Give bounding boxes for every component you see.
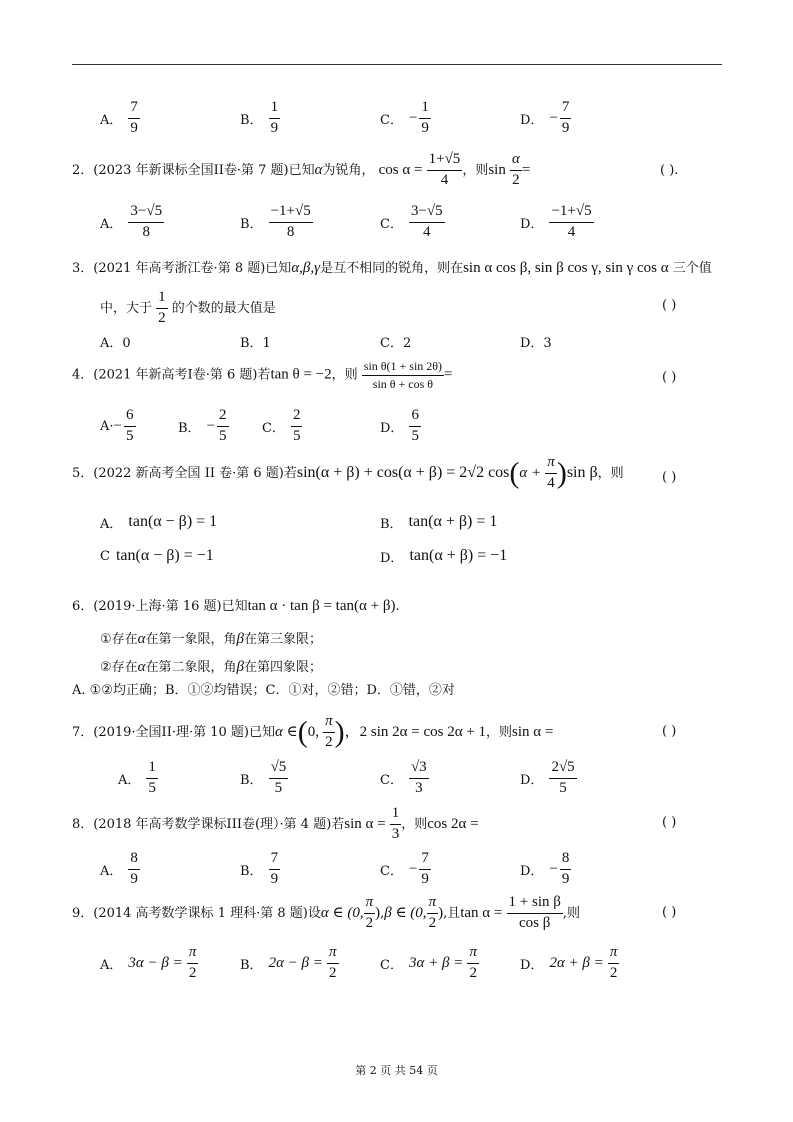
q7-stem: 7．(2019·全国II·理·第 10 题)已知α ∈(0, $\frac{\pi}{2}$ )，2 sin 2α = cos 2α + 1，则sin α = [72,713,554,750]
q5-option-d: D． tan(α + β) = −1 [380,547,508,566]
q5-stem: 5．(2022 新高考全国 II 卷·第 6 题)若sin(α + β) + cos(α + β) = 2√2 cos(α + $\frac{\pi}{4}$ )sin β，则 [72,454,624,491]
q1-option-d: D． − $\frac{7}{9}$ [520,99,570,136]
q4-option-a: A·− $\frac{6}{5}$ [100,407,134,444]
q2-option-b: B． $\frac{-1+√5}{8}$ [240,203,311,240]
q2-option-a: A． $\frac{3-√5}{8}$ [100,203,163,240]
q9-option-b: B． 2α − β = $\frac{\pi}{2}$ [240,944,337,981]
q8-stem: 8．(2018 年高考数学课标III卷(理）·第 4 题)若sin α = $\frac{1}{3}$ ，则cos 2α = [72,805,479,842]
q1-option-c: C． − $\frac{1}{9}$ [380,99,429,136]
q7-option-a: A． $\frac{1}{5}$ [118,759,156,796]
q7-answer-paren: ( ) [662,724,677,739]
q9-answer-paren: ( ) [662,905,677,920]
q3-option-d: D．3 [520,336,552,351]
q2-option-c: C． $\frac{3-√5}{4}$ [380,203,443,240]
q6-statement-1: ①存在α在第一象限，角β在第三象限； [100,631,323,647]
q9-option-c: C． 3α + β = $\frac{\pi}{2}$ [380,944,477,981]
q6-statement-2: ②存在α在第二象限，角β在第四象限； [100,659,323,675]
q4-answer-paren: ( ) [662,370,677,385]
q9-option-d: D． 2α + β = $\frac{\pi}{2}$ [520,944,618,981]
q3-stem-line1: 3．(2021 年高考浙江卷·第 8 题)已知α,β,γ是互不相同的锐角，则在sin α cos β, sin β cos γ, sin γ cos α 三个值 [72,260,712,276]
q8-option-b: B． $\frac{7}{9}$ [240,850,279,887]
q6-options: A. ①②均正确；B．①②均错误；C．①对，②错；D．①错，②对 [72,683,455,698]
q6-stem: 6．(2019·上海·第 16 题)已知tan α · tan β = tan(α + β). [72,598,400,614]
q8-option-d: D． − $\frac{8}{9}$ [520,850,570,887]
q7-option-c: C． $\frac{√3}{3}$ [380,759,427,796]
q4-option-c: C． $\frac{2}{5}$ [262,407,301,444]
q8-option-a: A． $\frac{8}{9}$ [100,850,138,887]
q5-option-c: C tan(α − β) = −1 [100,547,214,564]
q3-answer-paren: ( ) [662,298,677,313]
q2-answer-paren: ( ). [660,163,679,178]
page-footer: 第 2 页 共 54 页 [355,1064,438,1077]
q1-option-b: B． $\frac{1}{9}$ [240,99,279,136]
q3-stem-line2: 中，大于 $\frac{1}{2}$ 的个数的最大值是 [100,289,276,326]
q1-option-a: A． $\frac{7}{9}$ [100,99,138,136]
q8-option-c: C． − $\frac{7}{9}$ [380,850,429,887]
q4-stem: 4．(2021 年新高考I卷·第 6 题)若tan θ = −2，则 $\frac{\text{sin θ(1 + sin 2θ)}}{\text{sin θ + cos θ}}$ = [72,359,453,391]
q2-option-d: D． $\frac{-1+√5}{4}$ [520,203,592,240]
q5-option-b: B． tan(α + β) = 1 [380,513,498,532]
q2-stem: 2．(2023 年新课标全国II卷·第 7 题)已知α为锐角， cos α = $\frac{1+√5}{4}$ ，则sin $\frac{\alpha}{2}$ = [72,151,531,188]
q5-option-a: A． tan(α − β) = 1 [100,513,218,532]
q3-option-b: B．1 [240,336,271,351]
q7-option-d: D． $\frac{2√5}{5}$ [520,759,575,796]
q3-option-a: A．0 [100,336,131,351]
q4-option-d: D． $\frac{6}{5}$ [380,407,419,444]
q3-option-c: C．2 [380,336,412,351]
q9-stem: 9．(2014 高考数学课标 1 理科·第 8 题)设α ∈ (0, $\frac{\pi}{2}$ ),β ∈ (0, $\frac{\pi}{2}$ ),且tan α = $\frac{\text{1 + sin β}}{\text{cos β}}$ ,则 [72,894,581,931]
q5-answer-paren: ( ) [662,470,677,485]
q4-option-b: B． − $\frac{2}{5}$ [178,407,227,444]
header-rule [72,64,722,65]
q7-option-b: B． $\frac{√5}{5}$ [240,759,287,796]
q9-option-a: A． 3α − β = $\frac{\pi}{2}$ [100,944,197,981]
q8-answer-paren: ( ) [662,815,677,830]
